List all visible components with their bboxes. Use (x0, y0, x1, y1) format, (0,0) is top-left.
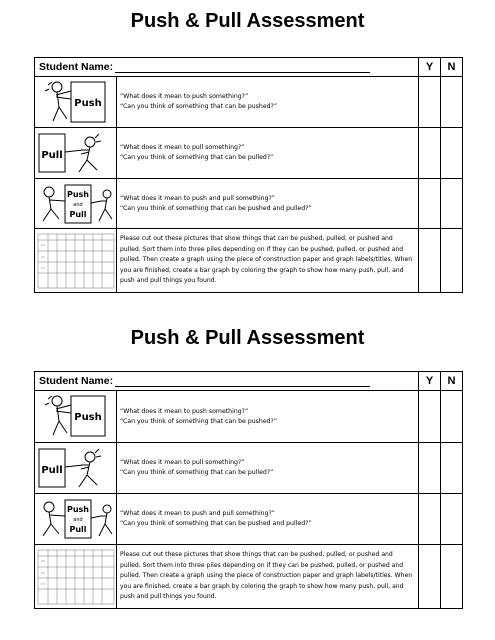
question-meaning: “What does it mean to push and pull something?” (120, 194, 276, 202)
student-name-cell (35, 58, 419, 77)
push-picture (35, 77, 117, 128)
student-name-cell (35, 372, 419, 391)
assessment-table (34, 57, 463, 293)
yes-checkbox[interactable] (419, 128, 441, 179)
student-name-field[interactable] (115, 376, 370, 387)
question-example: “Can you think of something that can be pushed?” (120, 103, 278, 110)
table-row (35, 391, 463, 443)
graph-picture (35, 229, 117, 293)
question-meaning: “What does it mean to push something?” (120, 93, 249, 100)
yes-checkbox[interactable] (419, 179, 441, 229)
push-sign-text: Push (66, 505, 90, 514)
no-checkbox[interactable] (441, 128, 463, 179)
assessment-title: Push & Pull Assessment (130, 327, 365, 349)
and-sign-text: and (73, 517, 83, 523)
pull-picture (35, 443, 117, 494)
push-and-pull-picture (35, 494, 117, 545)
question-example: “Can you think of something that can be pushed?” (120, 417, 278, 425)
question-cell (117, 391, 419, 443)
push-and-pull-picture (35, 179, 117, 229)
table-row (35, 179, 463, 229)
push-sign-text: Push (74, 98, 102, 109)
pull-picture (35, 128, 117, 179)
and-sign-text: and (73, 202, 83, 208)
push-sign-text: Push (74, 412, 102, 423)
question-cell (117, 494, 419, 545)
pull-sign-text: Pull (69, 525, 87, 534)
question-meaning: “What does it mean to push and pull something?” (120, 510, 276, 517)
no-column-header: N (441, 58, 463, 77)
table-row (35, 229, 463, 293)
push-picture (35, 391, 117, 443)
table-row (35, 545, 463, 609)
table-row (35, 494, 463, 545)
yes-checkbox[interactable] (419, 77, 441, 128)
pull-sign-text: Pull (41, 150, 63, 161)
question-example: “Can you think of something that can be pushed and pulled?” (120, 520, 312, 527)
no-checkbox[interactable] (441, 77, 463, 128)
yes-checkbox[interactable] (419, 391, 441, 443)
assessment-table (34, 371, 463, 609)
question-example: “Can you think of something that can be pulled?” (120, 154, 274, 161)
question-cell (117, 179, 419, 229)
no-checkbox[interactable] (441, 545, 463, 609)
no-checkbox[interactable] (441, 391, 463, 443)
instructions-cell: Please cut out these pictures that show things that can be pushed, pulled, or pushed and pulled. Sort them into three piles depending on if they can be pushed, pulled, or pushed and pulled. Then create a graph using the piece of construction paper and graph labels/titles. When you are finished, create a bar graph by coloring the graph to show how many push, pull, and push and pull things you found. (117, 229, 419, 293)
yes-checkbox[interactable] (419, 229, 441, 293)
table-row (35, 443, 463, 494)
student-name-label: Student Name: (39, 375, 114, 387)
graph-picture (35, 545, 117, 609)
question-example: “Can you think of something that can be pushed and pulled?” (120, 204, 312, 212)
yes-checkbox[interactable] (419, 545, 441, 609)
yes-checkbox[interactable] (419, 494, 441, 545)
question-meaning: “What does it mean to pull something?” (120, 144, 245, 151)
question-cell (117, 443, 419, 494)
push-sign-text: Push (66, 190, 90, 199)
no-checkbox[interactable] (441, 229, 463, 293)
instructions-cell: Please cut out these pictures that show things that can be pushed, pulled, or pushed and pulled. Sort them into three piles depending on if they can be pushed, pulled, or pushed and pulled. Then create a graph using the piece of construction paper and graph labels/titles. When you are finished, create a bar graph by coloring the graph to show how many push, pull, and push and pull things you found. (117, 545, 419, 609)
no-checkbox[interactable] (441, 494, 463, 545)
no-checkbox[interactable] (441, 179, 463, 229)
table-row (35, 128, 463, 179)
student-name-label: Student Name: (39, 61, 114, 73)
student-name-field[interactable] (115, 62, 370, 73)
question-meaning: “What does it mean to push something?” (120, 407, 249, 415)
table-header-row (35, 372, 463, 391)
yes-column-header: Y (419, 58, 441, 77)
yes-checkbox[interactable] (419, 443, 441, 494)
no-column-header: N (441, 372, 463, 391)
assessment-title: Push & Pull Assessment (130, 10, 365, 32)
pull-sign-text: Pull (41, 465, 63, 476)
question-example: “Can you think of something that can be pulled?” (120, 469, 274, 476)
pull-sign-text: Pull (69, 210, 87, 219)
table-row (35, 77, 463, 128)
table-header-row (35, 58, 463, 77)
question-cell (117, 128, 419, 179)
no-checkbox[interactable] (441, 443, 463, 494)
question-cell (117, 77, 419, 128)
question-meaning: “What does it mean to pull something?” (120, 459, 245, 466)
yes-column-header: Y (419, 372, 441, 391)
